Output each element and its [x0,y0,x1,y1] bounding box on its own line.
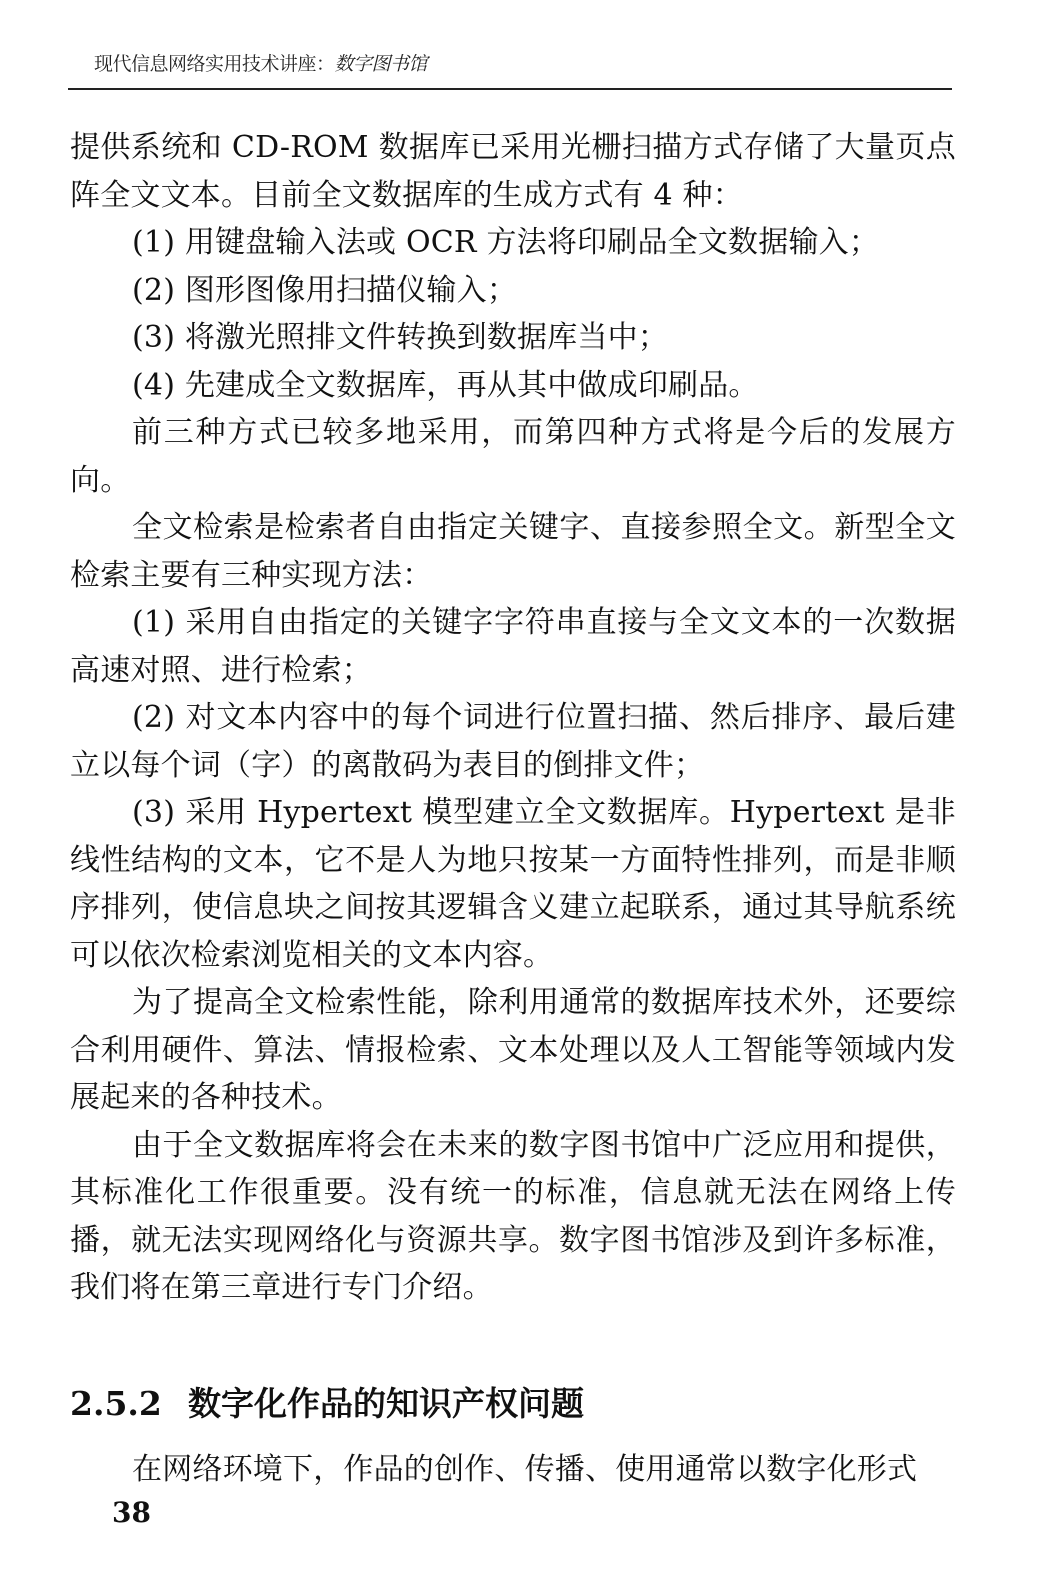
paragraph: 由于全文数据库将会在未来的数字图书馆中广泛应用和提供，其标准化工作很重要。没有统一的标准，信息就无法在网络上传播，就无法实现网络化与资源共享。数字图书馆涉及到许多标准，我们将在第三章进行专门介绍。 [70,1127,956,1305]
section-spacer [70,1312,956,1374]
list-item: (2) 对文本内容中的每个词进行位置扫描、然后排序、最后建立以每个词（字）的离散码为表目的倒排文件； [70,700,956,783]
header-rule [68,88,952,90]
section-title: 数字化作品的知识产权问题 [188,1383,584,1423]
section-number: 2.5.2 [70,1383,162,1423]
list-item: (3) 采用 Hypertext 模型建立全文数据库。Hypertext 是非线性结构的文本，它不是人为地只按某一方面特性排列，而是非顺序排列，使信息块之间按其逻辑含义建立起联系，通过其导航系统可以依次检索浏览相关的文本内容。 [70,795,956,973]
list-item: (1) 用键盘输入法或 OCR 方法将印刷品全文数据输入； [132,225,880,260]
series-title: 现代信息网络实用技术讲座： [94,53,335,75]
page-number: 38 [112,1496,151,1529]
paragraph: 前三种方式已较多地采用，而第四种方式将是今后的发展方向。 [70,415,956,498]
paragraph: 在网络环境下，作品的创作、传播、使用通常以数字化形式 [132,1451,918,1487]
page-body [70,124,956,1493]
list-item: (2) 图形图像用扫描仪输入； [132,272,518,308]
section-heading [70,1374,956,1434]
paragraph: 全文检索是检索者自由指定关键字、直接参照全文。新型全文检索主要有三种实现方法： [70,510,956,593]
list-item: (4) 先建成全文数据库，再从其中做成印刷品。 [132,367,759,403]
paragraph: 为了提高全文检索性能，除利用通常的数据库技术外，还要综合利用硬件、算法、情报检索、文本处理以及人工智能等领域内发展起来的各种技术。 [70,985,956,1115]
list-item: (3) 将激光照排文件转换到数据库当中； [132,320,669,355]
book-title: 数字图书馆 [334,53,428,75]
running-header-text [94,52,427,76]
list-item: (1) 采用自由指定的关键字字符串直接与全文文本的一次数据高速对照、进行检索； [70,605,956,688]
paragraph: 提供系统和 CD-ROM 数据库已采用光栅扫描方式存储了大量页点阵全文文本。目前全文数据库的生成方式有 4 种： [70,130,956,213]
